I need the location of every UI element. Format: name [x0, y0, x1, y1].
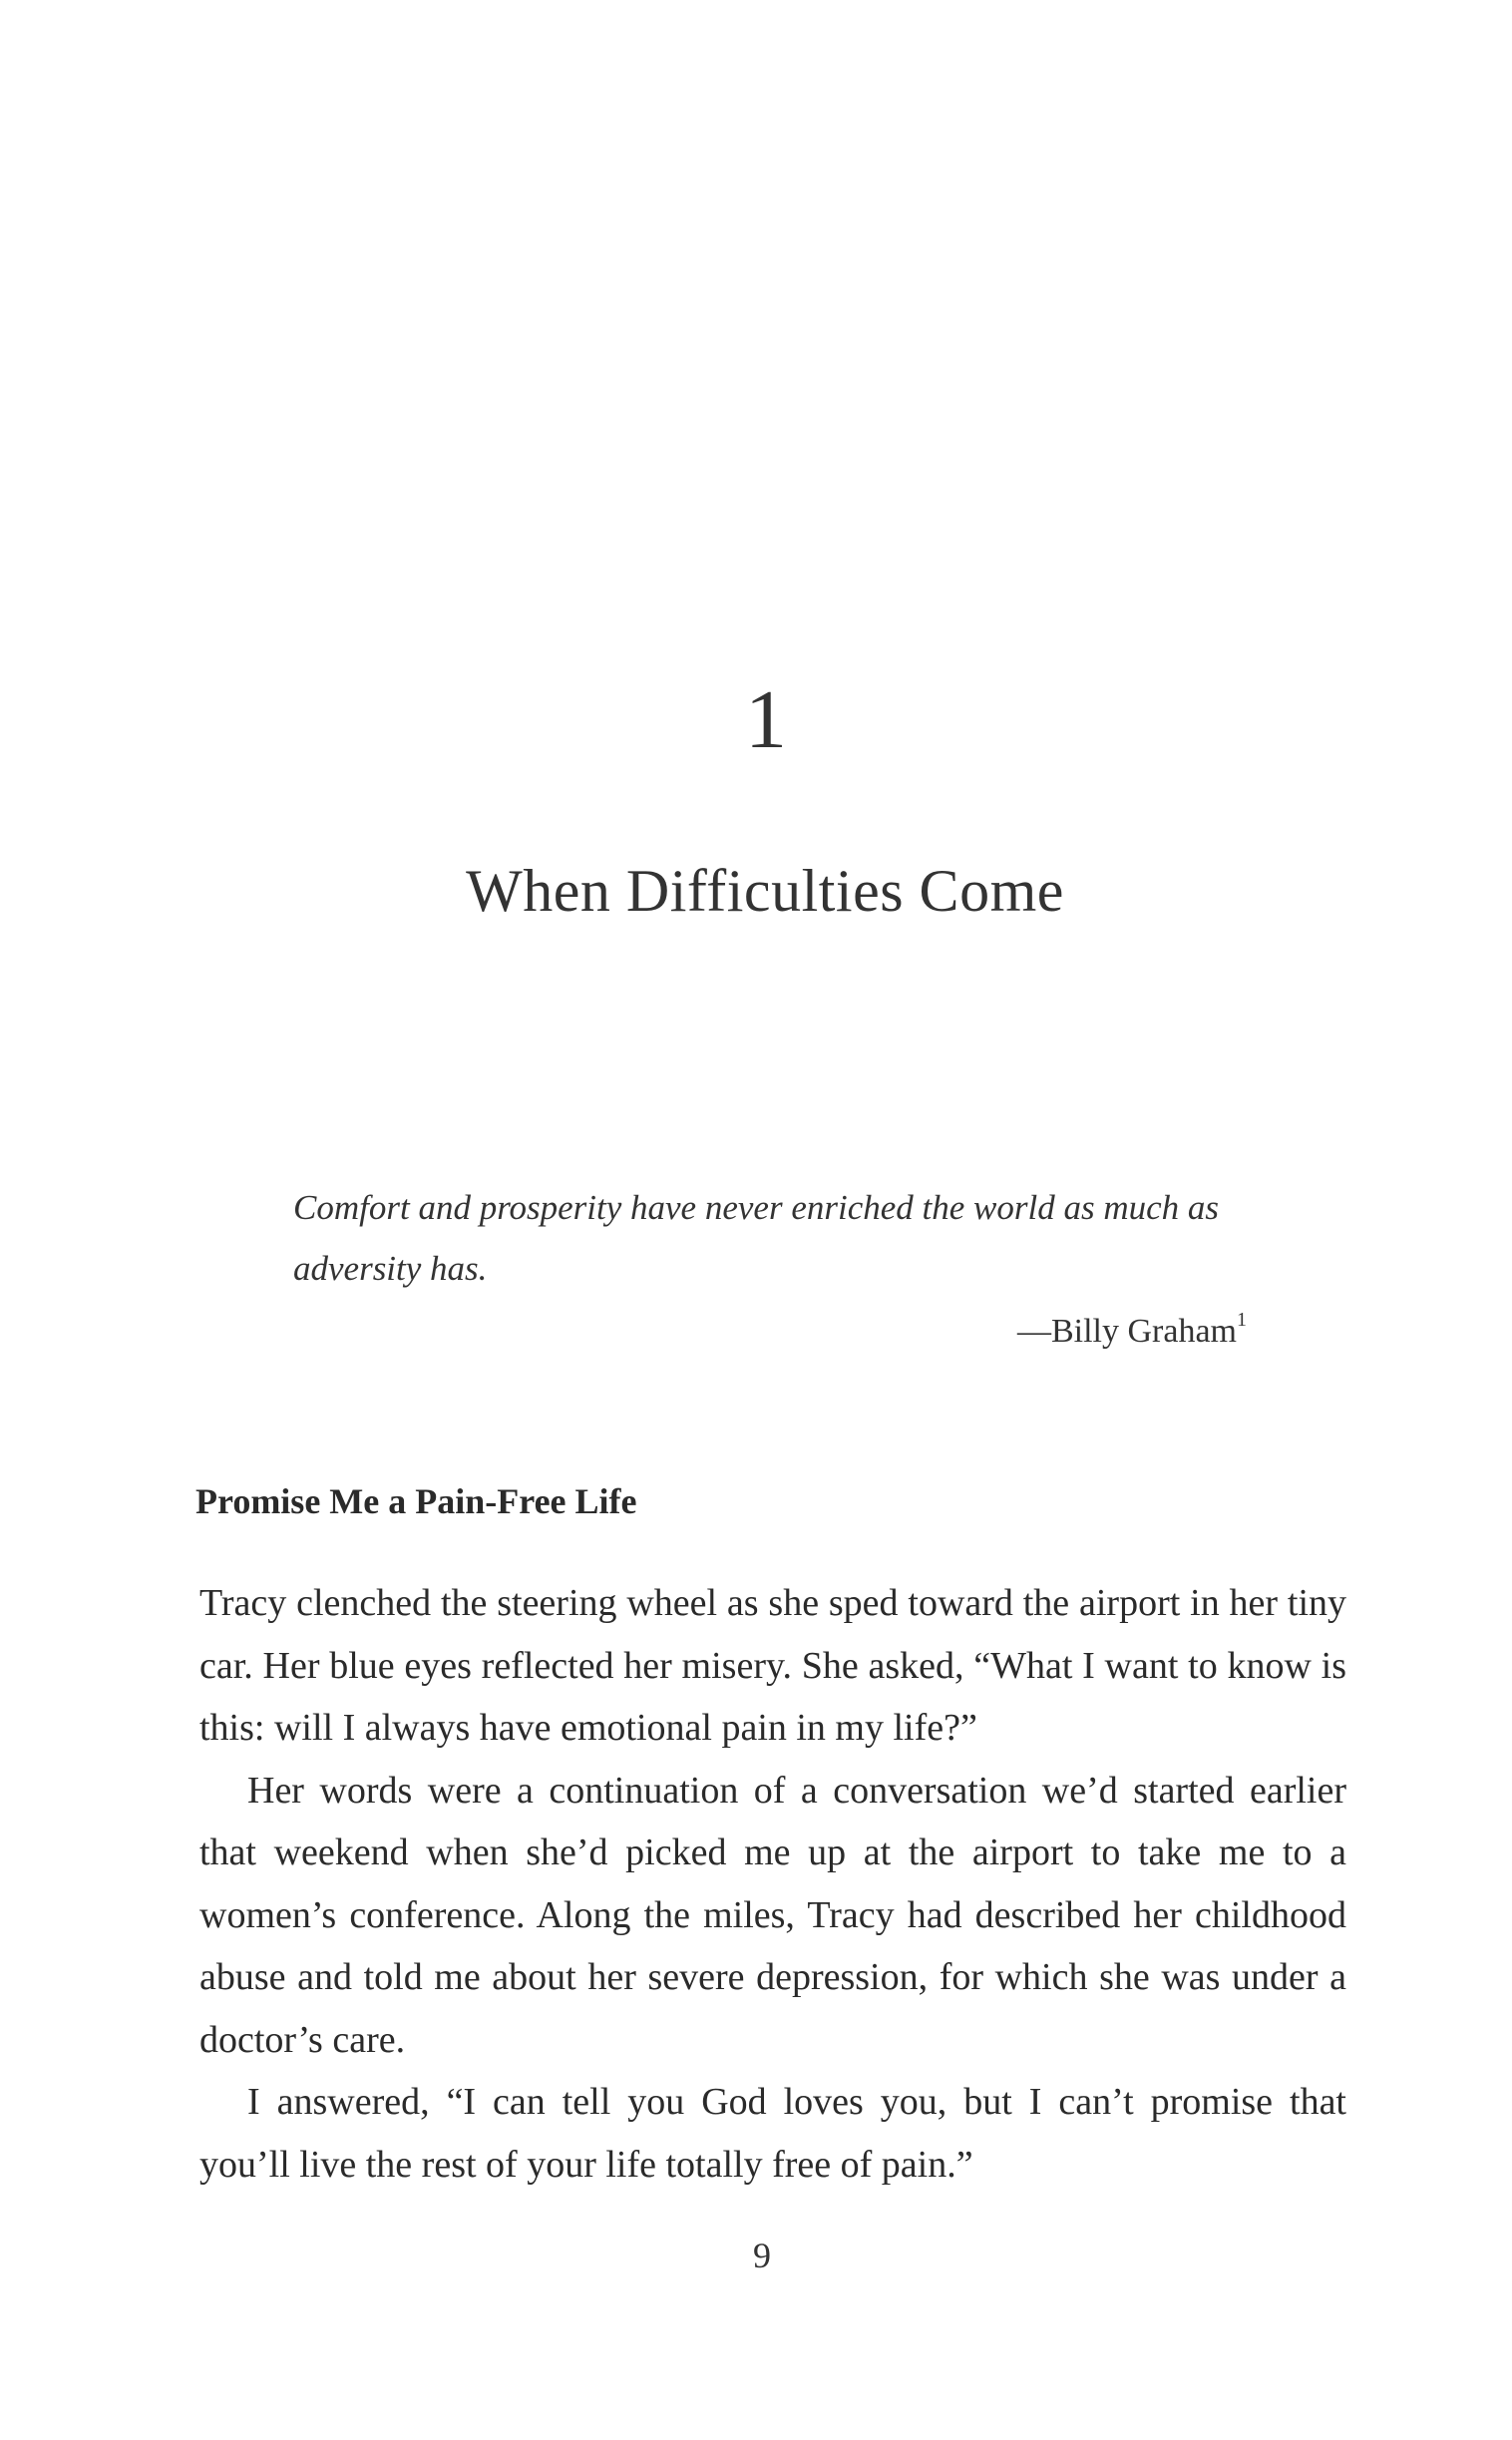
body-text: [199, 1572, 1346, 2196]
body-paragraph: I answered, “I can tell you God loves you, but I can’t promise that you’ll live the rest of your life totally free of pain.”: [199, 2081, 1346, 2186]
footnote-marker: 1: [1237, 1309, 1247, 1331]
chapter-title: When Difficulties Come: [466, 858, 1064, 924]
body-paragraph: Tracy clenched the steering wheel as she sped toward the airport in her tiny car. Her blue eyes reflected her misery. She asked, “What I want to know is this: will I always have emotional pain in my life?”: [199, 1582, 1346, 1749]
page-number: 9: [753, 2236, 771, 2275]
epigraph-quote: Comfort and prosperity have never enriched the world as much as adversity has.: [293, 1188, 1220, 1288]
epigraph-attribution: [1016, 1309, 1247, 1351]
attribution-text: —Billy Graham: [1016, 1313, 1237, 1350]
chapter-number: 1: [745, 673, 787, 766]
body-paragraph: Her words were a continuation of a conversation we’d started earlier that weekend when she’d picked me up at the airport to take me to a women’s conference. Along the miles, Tracy had described her childhood abuse and told me about her severe depression, for which she was under a doctor’s care.: [199, 1769, 1346, 2061]
section-heading: Promise Me a Pain-Free Life: [195, 1481, 637, 1521]
